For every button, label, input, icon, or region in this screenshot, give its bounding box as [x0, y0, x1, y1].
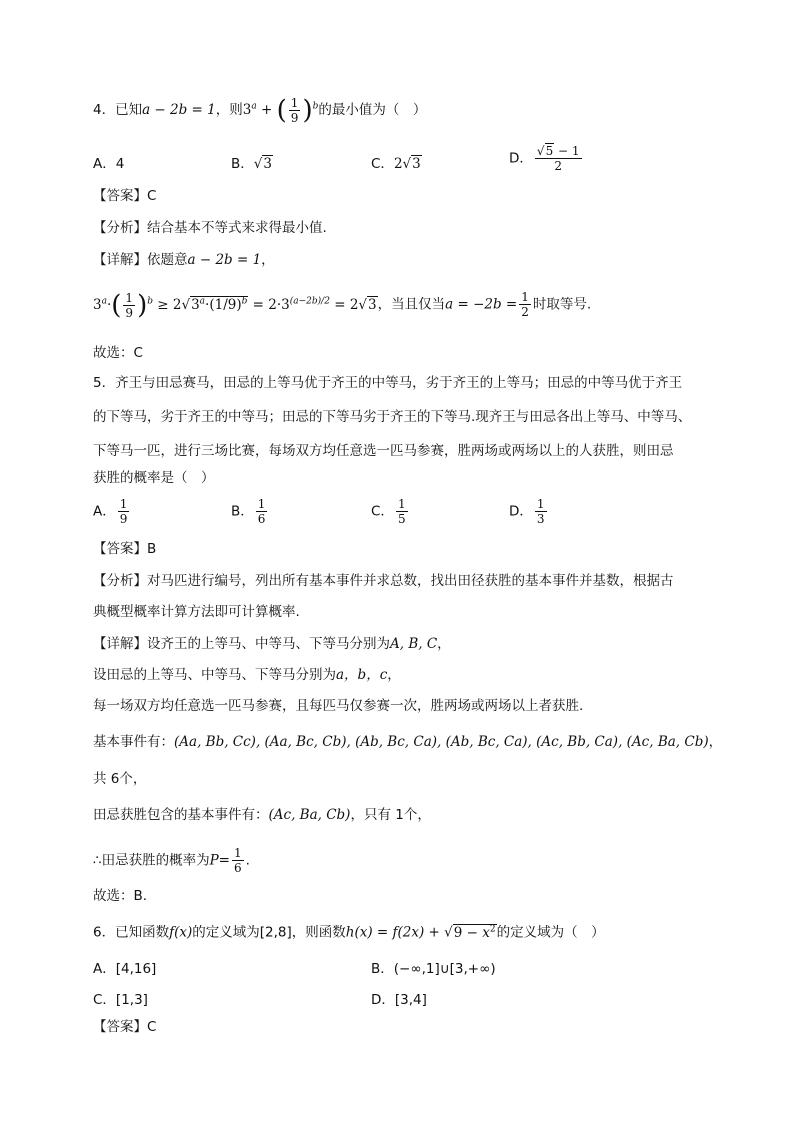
q4-answer: 【答案】C [93, 188, 157, 204]
q5-stem-2: 的下等马，劣于齐王的中等马；田忌的下等马劣于齐王的下等马.现齐王与田忌各出上等马、中等马、 [93, 409, 692, 425]
q4-detail-1: 【详解】依题意a − 2b = 1， [93, 252, 275, 268]
q4-prefix: 4．已知 [93, 102, 143, 118]
q5-detail-1: 【详解】设齐王的上等马、中等马、下等马分别为A, B, C， [93, 636, 451, 652]
q5-option-c: C． $\frac{1}{5}$ [371, 497, 406, 526]
q4-option-d: D． $\frac{√5 - 1}{2}$ [509, 144, 580, 173]
q4-option-b: B．√3 [231, 156, 272, 172]
q4-suffix: 的最小值为（ ） [318, 102, 427, 118]
q5-detail-2: 设田忌的上等马、中等马、下等马分别为a，b，c， [93, 667, 401, 683]
q4-mid: ，则 [215, 102, 243, 118]
q5-answer: 【答案】B [93, 541, 157, 557]
q5-stem-1: 5．齐王与田忌赛马，田忌的上等马优于齐王的中等马，劣于齐王的上等马；田忌的中等马优于齐王 [93, 375, 683, 391]
q4-condition: a − 2b = 1 [142, 102, 216, 118]
q4-expression: $3^a$ + ( $\frac{1}{9}$ )$^b$ [242, 95, 319, 126]
q6-answer: 【答案】C [93, 1019, 157, 1035]
q5-conclusion: 故选：B. [93, 888, 148, 904]
q5-option-d: D． $\frac{1}{3}$ [509, 497, 545, 526]
q4-option-c: C．2√3 [371, 156, 421, 172]
q4-conclusion: 故选：C [93, 345, 143, 361]
q4-stem [93, 96, 426, 125]
q6-option-b: B．(−∞,1]∪[3,+∞) [371, 961, 496, 977]
q4-detail-2: $3^a\cdot$( $\frac{1}{9}$ )$^b \ge 2√3^a\cdot(1/9)^b = 2\cdot 3^{(a-2b)/2} = 2√3$，当且仅当a = −2b = $\frac{1}{2}$ 时取等号. [93, 290, 592, 320]
q6-option-d: D．[3,4] [371, 992, 427, 1008]
q5-detail-4: 基本事件有：(Aa, Bb, Cc), (Aa, Bc, Cb), (Ab, Bc, Ca), (Ab, Bc, Ca), (Ac, Bb, Ca), (Ac, Ba, Cb)， [93, 734, 723, 750]
q5-analysis-1: 【分析】对马匹进行编号，列出所有基本事件并求总数，找出田径获胜的基本事件并基数，根据古 [93, 573, 674, 589]
q5-detail-3: 每一场双方均任意选一匹马参赛，且每匹马仅参赛一次，胜两场或两场以上者获胜. [93, 698, 584, 714]
q6-option-c: C．[1,3] [93, 992, 148, 1008]
q5-detail-6: 田忌获胜包含的基本事件有：(Ac, Ba, Cb)，只有 1个， [93, 807, 431, 823]
q5-detail-7: ∴田忌获胜的概率为P= $\frac{1}{6}$ . [93, 846, 250, 875]
q5-option-b: B． $\frac{1}{6}$ [231, 497, 266, 526]
q5-stem-3: 下等马一匹，进行三场比赛，每场双方均任意选一匹马参赛，胜两场或两场以上的人获胜，则田忌 [93, 443, 674, 459]
q4-analysis: 【分析】结合基本不等式来求得最小值. [93, 220, 327, 236]
q5-detail-5: 共 6个， [93, 771, 147, 787]
q6-option-a: A．[4,16] [93, 961, 157, 977]
q5-option-a: A． $\frac{1}{9}$ [93, 497, 128, 526]
q6-stem: 6．已知函数f(x)的定义域为[2,8]，则函数$h(x) = f(2x) + √9 - x^2$的定义域为（ ） [93, 924, 605, 941]
q5-stem-4: 获胜的概率是（ ） [93, 470, 215, 486]
q5-analysis-2: 典概型概率计算方法即可计算概率. [93, 604, 300, 620]
q4-option-a: A．4 [93, 156, 125, 172]
